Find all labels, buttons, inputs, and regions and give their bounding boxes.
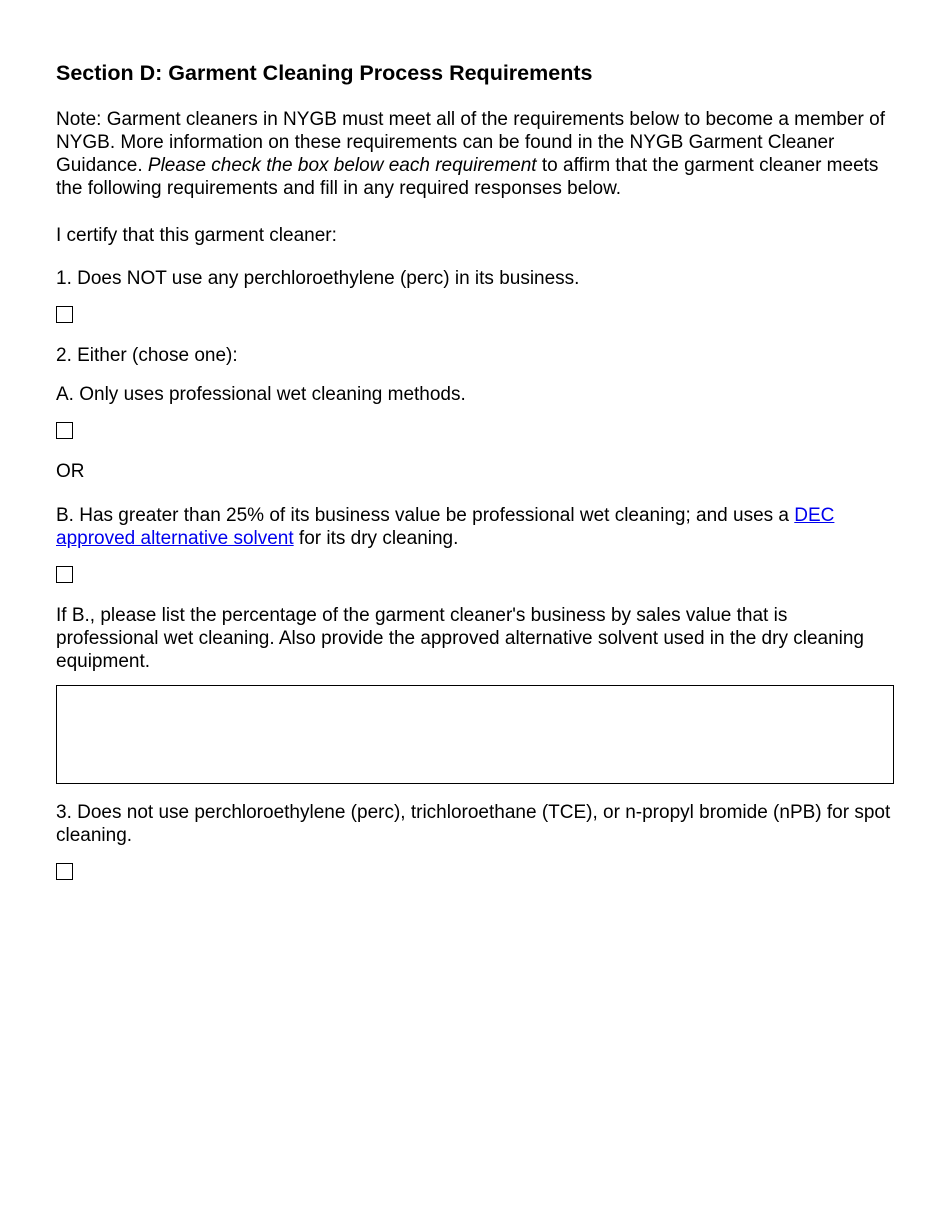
requirement-2b-text-after: for its dry cleaning. xyxy=(293,528,459,549)
certify-statement: I certify that this garment cleaner: xyxy=(56,225,337,246)
note-text-before: Note: Garment cleaners in NYGB must meet all of the requirements below to become a member of NYGB. More information on these requirements can be found in the NYGB Garment Cleaner Guidance. xyxy=(56,109,885,176)
requirement-2b-prompt: If B., please list the percentage of the garment cleaner's business by sales value that is professional wet cleaning. Also provide the approved alternative solvent used in the dry cleaning equipment. xyxy=(56,605,865,672)
requirement-1-text: 1. Does NOT use any perchloroethylene (perc) in its business. xyxy=(56,268,580,289)
requirement-2b-text xyxy=(56,504,894,550)
dec-approved-solvent-link[interactable]: DEC approved alternative solvent xyxy=(56,505,835,549)
requirement-2b-checkbox[interactable] xyxy=(56,566,73,583)
note-emphasis: Please check the box below each requirement xyxy=(147,155,537,176)
note-text-after: to affirm that the garment cleaner meets the following requirements and fill in any required responses below. xyxy=(56,155,879,199)
note-paragraph xyxy=(56,108,894,200)
form-section-d xyxy=(56,60,894,901)
requirement-3-text: 3. Does not use perchloroethylene (perc), trichloroethane (TCE), or n-propyl bromide (nPB) for spot cleaning. xyxy=(56,802,891,846)
or-label: OR xyxy=(56,461,85,482)
requirement-1-checkbox[interactable] xyxy=(56,306,73,323)
requirement-2a-text: A. Only uses professional wet cleaning methods. xyxy=(56,384,466,405)
requirement-2-text: 2. Either (chose one): xyxy=(56,345,238,366)
requirement-2b-response-field[interactable] xyxy=(56,685,894,784)
section-title: Section D: Garment Cleaning Process Requirements xyxy=(56,61,593,85)
requirement-3-checkbox[interactable] xyxy=(56,863,73,880)
requirement-2b-text-before: B. Has greater than 25% of its business value be professional wet cleaning; and uses a xyxy=(56,505,795,526)
requirement-2a-checkbox[interactable] xyxy=(56,422,73,439)
